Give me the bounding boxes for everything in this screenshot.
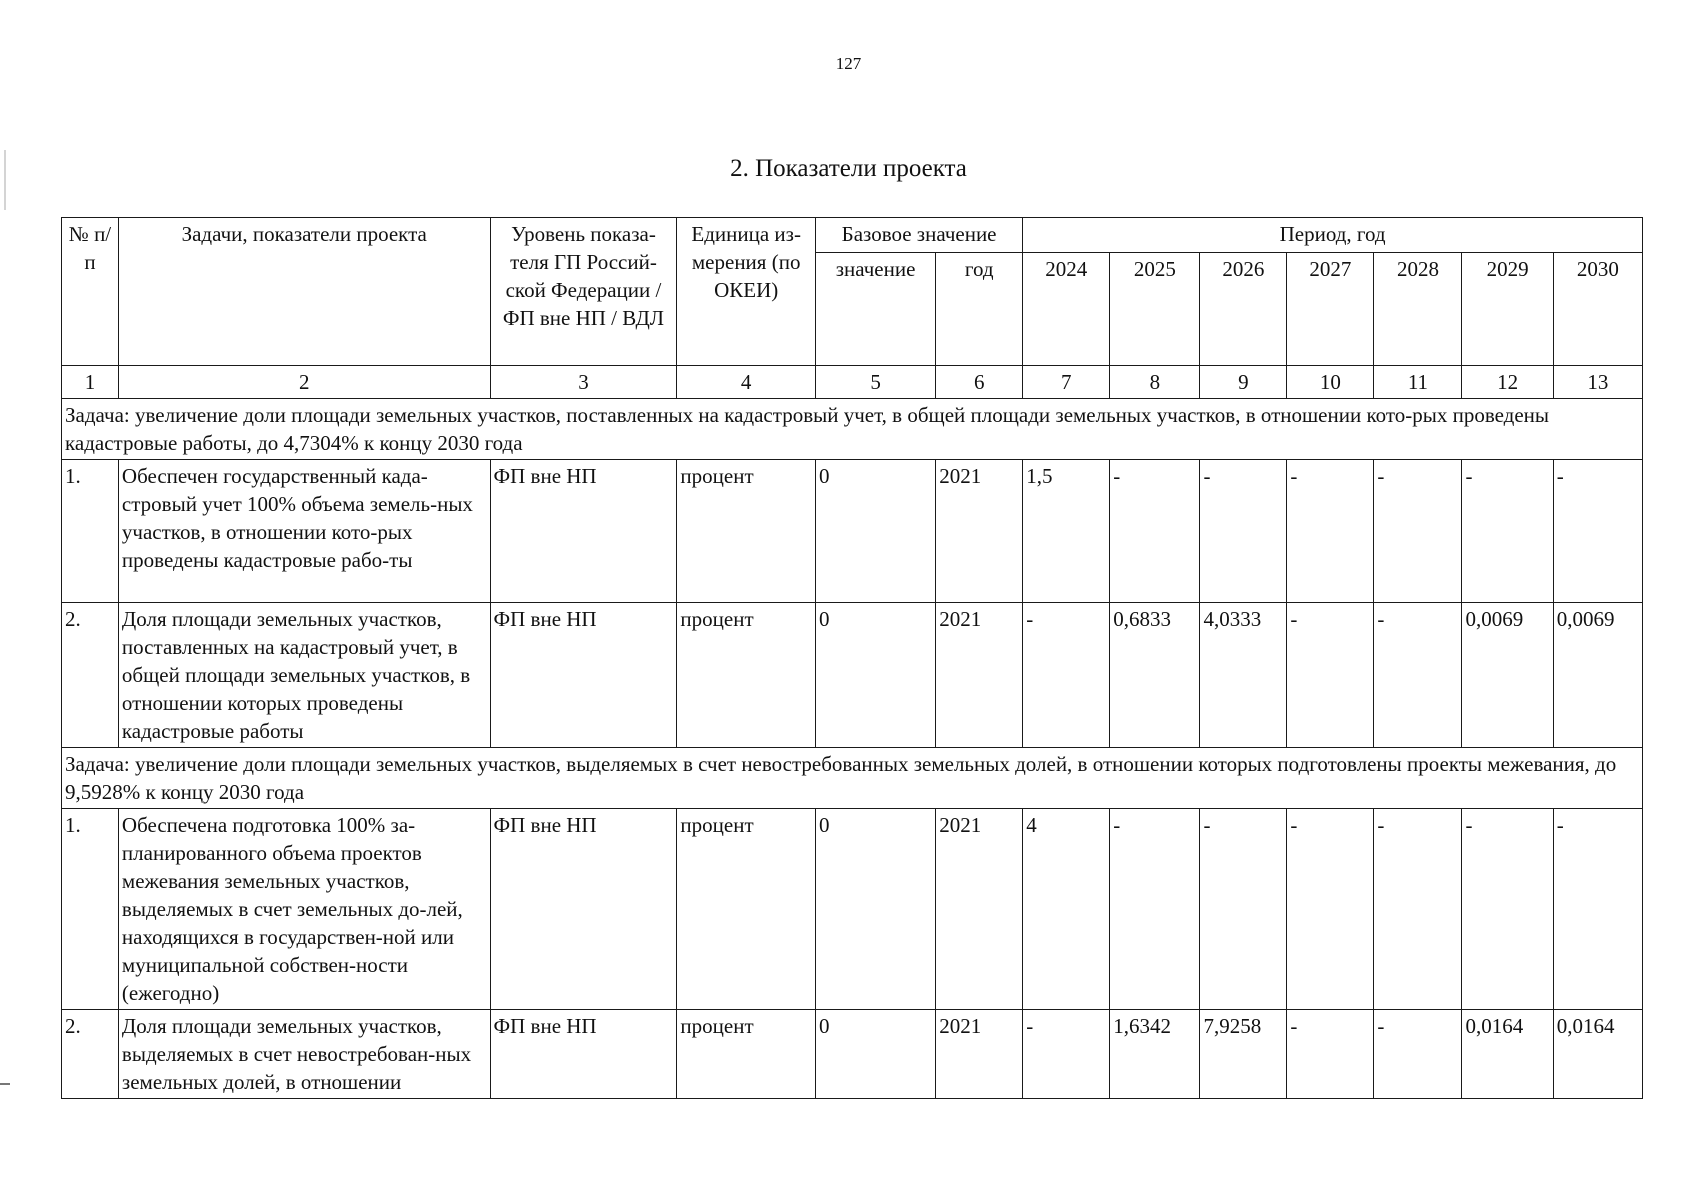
row-number: 2. [62,1010,119,1099]
column-number: 3 [490,366,677,399]
value-2027: - [1287,809,1374,1010]
value-2026: - [1200,809,1287,1010]
scan-mark [4,150,6,210]
column-number: 11 [1374,366,1462,399]
value-2025: - [1110,809,1200,1010]
header-unit: Единица из-мерения (по ОКЕИ) [677,218,816,366]
header-year-2025: 2025 [1110,253,1200,366]
table-row [62,1010,1643,1099]
row-number: 1. [62,460,119,603]
column-number: 4 [677,366,816,399]
indicator-level: ФП вне НП [490,809,677,1010]
indicator-level: ФП вне НП [490,603,677,748]
value-2025: - [1110,460,1200,603]
scan-mark [0,1083,10,1085]
value-2030: 0,0164 [1553,1010,1642,1099]
table-row [62,809,1643,1010]
column-number: 5 [815,366,935,399]
base-value: 0 [815,603,935,748]
column-numbers-row [62,366,1643,399]
base-year: 2021 [936,809,1023,1010]
value-2024: - [1023,603,1110,748]
column-number: 9 [1200,366,1287,399]
header-base-year: год [936,253,1023,366]
base-value: 0 [815,809,935,1010]
indicator-level: ФП вне НП [490,460,677,603]
value-2027: - [1287,603,1374,748]
header-year-2029: 2029 [1462,253,1553,366]
indicator-unit: процент [677,1010,816,1099]
column-number: 13 [1553,366,1642,399]
page-number: 127 [835,54,862,73]
column-number: 1 [62,366,119,399]
header-row [62,218,1643,253]
column-number: 2 [118,366,490,399]
indicator-unit: процент [677,603,816,748]
base-value: 0 [815,1010,935,1099]
indicator-unit: процент [677,809,816,1010]
value-2026: - [1200,460,1287,603]
task-row [62,399,1643,460]
indicator-name: Обеспечен государственный када-стровый учет 100% объема земель-ных участков, в отношении кото-рых проведены кадастровые рабо-ты [118,460,490,603]
row-number: 2. [62,603,119,748]
column-number: 12 [1462,366,1553,399]
column-number: 10 [1287,366,1374,399]
value-2029: - [1462,460,1553,603]
base-year: 2021 [936,460,1023,603]
table-row [62,603,1643,748]
column-number: 6 [936,366,1023,399]
header-year-2030: 2030 [1553,253,1642,366]
column-number: 7 [1023,366,1110,399]
value-2028: - [1374,809,1462,1010]
table-row [62,460,1643,603]
value-2029: 0,0164 [1462,1010,1553,1099]
value-2024: 1,5 [1023,460,1110,603]
header-year-2027: 2027 [1287,253,1374,366]
indicator-name: Доля площади земельных участков, поставленных на кадастровый учет, в общей площади земельных участков, в отношении которых проведены кадастровые работы [118,603,490,748]
value-2025: 0,6833 [1110,603,1200,748]
value-2027: - [1287,460,1374,603]
value-2028: - [1374,1010,1462,1099]
value-2029: 0,0069 [1462,603,1553,748]
value-2028: - [1374,460,1462,603]
base-year: 2021 [936,1010,1023,1099]
indicator-name: Доля площади земельных участков, выделяемых в счет невостребован-ных земельных долей, в отношении [118,1010,490,1099]
task-description: Задача: увеличение доли площади земельных участков, выделяемых в счет невостребованных земельных долей, в отношении которых подготовлены проекты межевания, до 9,5928% к концу 2030 года [62,748,1643,809]
header-base-value: значение [815,253,935,366]
value-2025: 1,6342 [1110,1010,1200,1099]
value-2026: 4,0333 [1200,603,1287,748]
base-value: 0 [815,460,935,603]
header-period: Период, год [1023,218,1643,253]
value-2027: - [1287,1010,1374,1099]
indicators-table [61,217,1643,1099]
column-number: 8 [1110,366,1200,399]
value-2030: - [1553,809,1642,1010]
value-2026: 7,9258 [1200,1010,1287,1099]
header-year-2026: 2026 [1200,253,1287,366]
value-2024: - [1023,1010,1110,1099]
row-number: 1. [62,809,119,1010]
header-base: Базовое значение [815,218,1022,253]
indicator-unit: процент [677,460,816,603]
value-2029: - [1462,809,1553,1010]
value-2024: 4 [1023,809,1110,1010]
header-level: Уровень показа-теля ГП Россий-ской Федерации / ФП вне НП / ВДЛ [490,218,677,366]
base-year: 2021 [936,603,1023,748]
header-tasks: Задачи, показатели проекта [118,218,490,366]
value-2030: 0,0069 [1553,603,1642,748]
task-row [62,748,1643,809]
page-title: 2. Показатели проекта [730,155,967,182]
task-description: Задача: увеличение доли площади земельных участков, поставленных на кадастровый учет, в общей площади земельных участков, в отношении кото-рых проведены кадастровые работы, до 4,7304% к концу 2030 года [62,399,1643,460]
indicator-name: Обеспечена подготовка 100% за-планированного объема проектов межевания земельных участков, выделяемых в счет земельных до-лей, находящихся в государствен-ной или муниципальной собствен-ности (ежегодно) [118,809,490,1010]
indicator-level: ФП вне НП [490,1010,677,1099]
value-2030: - [1553,460,1642,603]
header-num: № п/п [62,218,119,366]
header-year-2024: 2024 [1023,253,1110,366]
value-2028: - [1374,603,1462,748]
header-year-2028: 2028 [1374,253,1462,366]
